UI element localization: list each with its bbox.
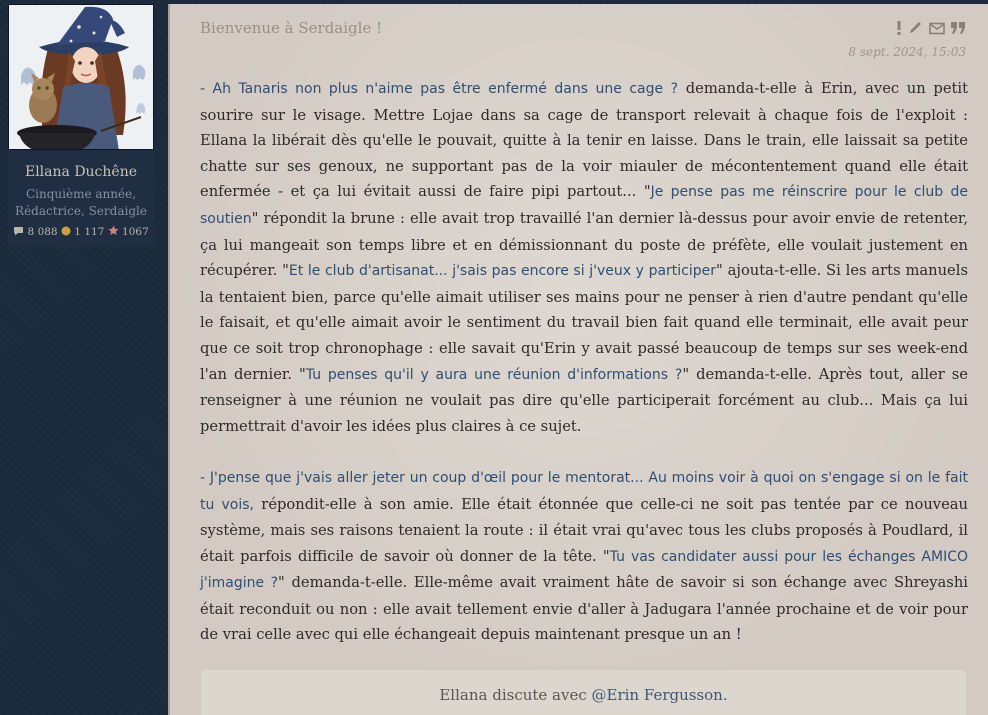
user-mention-link[interactable]: @Erin Fergusson: [591, 686, 723, 704]
dialogue: Et le club d'artisanat... j'sais pas encore si j'veux y participer: [288, 263, 717, 280]
speech-bubble-icon: [13, 226, 24, 239]
paragraph-2: [200, 465, 968, 648]
post-footer: [201, 670, 966, 715]
coin-icon: [61, 226, 71, 239]
footer-punct: .: [722, 686, 728, 704]
edit-icon[interactable]: [908, 20, 924, 39]
avatar-illustration: [9, 5, 154, 150]
footer-text: Ellana discute avec: [439, 686, 592, 704]
rank-line-2: Rédactrice, Serdaigle: [15, 204, 147, 218]
dialogue: Tu penses qu'il y aura une réunion d'informations ?: [305, 366, 683, 383]
dialogue: - J'pense que j'vais aller jeter un coup d'œil pour le mentorat... Au moins voir à quoi on s'engage si on le fait tu vois,: [200, 469, 968, 513]
post-actions: [895, 20, 966, 39]
narration: " demanda-t-elle. Après tout, aller se renseigner à une réunion ne voulait pas dire qu'elle participerait forcément au club... Mais ça lui permettrait d'avoir les idées plus claires à ce sujet.: [200, 365, 968, 435]
user-stats: [8, 225, 154, 239]
forum-post: [168, 4, 988, 715]
message-count: 8 088: [27, 226, 58, 238]
dialogue: - Ah Tanaris non plus n'aime pas être enfermé dans une cage ?: [200, 81, 679, 97]
user-profile-card: [8, 4, 154, 246]
narration: répondit-elle à son amie. Elle était étonnée que celle-ci ne soit pas tentée par ce nouveau système, mais ses raisons tenaient la route : il était vrai qu'avec tous les clubs proposés à Poudlard, il était parfois difficile de savoir où donner de la tête. ": [200, 495, 969, 565]
stars-count: 1067: [122, 226, 149, 238]
star-icon: [108, 225, 119, 239]
report-icon[interactable]: [895, 20, 903, 39]
narration: " demanda-t-elle. Elle-même avait vraiment hâte de savoir si son échange avec Shreyashi était reconduit ou non : elle avait tellement envie d'aller à Jadugara l'année prochaine et de voir pour de vrai celle avec qui elle échangeait depuis maintenant presque un an !: [200, 574, 968, 644]
points-count: 1 117: [74, 226, 105, 238]
narration: " ajouta-t-elle. Si les arts manuels la tentaient bien, parce qu'elle aimait utiliser ses mains pour ne penser à rien d'autre pendant qu'elle le faisait, et qu'elle aimait avoir le sentiment du travail bien fait quand elle terminait, elle avait peur que ce soit trop chronophage : elle savait qu'Erin y avait passé beaucoup de temps sur ses week-end l'an dernier. ": [200, 262, 968, 383]
rank-line-1: Cinquième année,: [25, 187, 137, 201]
dialogue: Tu vas candidater aussi pour les échanges AMICO j'imagine ?: [200, 548, 968, 592]
post-date: 8 sept. 2024, 15:03: [848, 45, 966, 59]
paragraph-1: [200, 76, 968, 439]
post-title[interactable]: Bienvenue à Serdaigle !: [200, 19, 383, 37]
username[interactable]: Ellana Duchêne: [24, 164, 138, 180]
quote-icon[interactable]: [950, 20, 966, 39]
paragraph-spacer: [200, 439, 968, 465]
avatar[interactable]: [8, 4, 154, 150]
dialogue: Je pense pas me réinscrire pour le club de soutien: [200, 184, 968, 227]
narration: " répondit la brune : elle avait trop travaillé l'an dernier là-dessus pour avoir envie de retenter, ça lui mangeait son temps libre et en démissionnant du poste de préfète, elle voulait justement en récupérer. ": [200, 209, 968, 280]
post-body: [200, 76, 968, 648]
mail-icon[interactable]: [929, 20, 945, 39]
user-rank: [8, 186, 154, 220]
narration: demanda-t-elle à Erin, avec un petit sourire sur le visage. Mettre Lojae dans sa cage de transport relevait à chaque fois de l'exploit : Ellana la libérait dès qu'elle le pouvait, quitte à la tenir en laisse. Dans le train, elle laissait sa petite chatte sur ses genoux, ne supportant pas de la voir miauler de mécontentement quand elle était enfermée - et ça lui évitait aussi de faire pipi partout... ": [200, 80, 969, 201]
